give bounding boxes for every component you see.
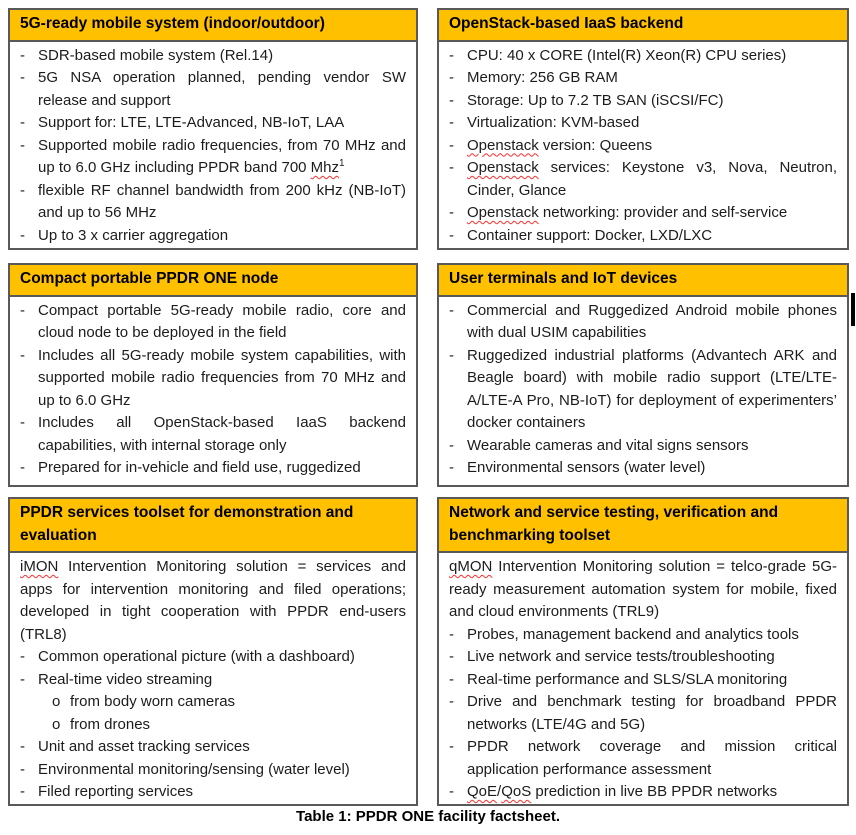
text-segment: /: [497, 783, 502, 800]
dash-bullet-marker: -: [449, 648, 454, 665]
bullet-item: [439, 345, 847, 435]
text-segment: Commercial and Ruggedized Android mobile phones with dual USIM capabilities: [467, 301, 837, 341]
factsheet-box-ppdr-services-toolset: [8, 497, 418, 806]
text-segment: Unit and asset tracking services: [38, 738, 250, 755]
bullet-item: [10, 45, 416, 68]
dash-bullet-marker: -: [20, 459, 25, 476]
bullet-item: [439, 135, 847, 158]
dash-bullet-marker: -: [449, 91, 454, 109]
spellcheck-flagged-text: QoE: [467, 783, 498, 800]
factsheet-box-compact-node: [8, 263, 418, 487]
text-segment: Prepared for in-vehicle and field use, ruggedized: [38, 459, 361, 476]
dash-bullet-marker: -: [20, 181, 25, 199]
text-segment: Probes, management backend and analytics tools: [467, 625, 799, 643]
bullet-item: [439, 781, 847, 804]
dash-bullet-marker: -: [20, 414, 25, 431]
spellcheck-flagged-text: Openstack: [467, 136, 539, 154]
footnote-marker: 1: [339, 158, 345, 169]
dash-bullet-marker: -: [20, 670, 25, 688]
table-caption: Table 1: PPDR ONE facility factsheet.: [296, 808, 560, 825]
box-content-compact-node: [10, 297, 416, 480]
dash-bullet-marker: -: [449, 159, 454, 176]
text-segment: Storage: Up to 7.2 TB SAN (iSCSI/FC): [467, 91, 724, 109]
bullet-item: [439, 45, 847, 68]
dash-bullet-marker: -: [449, 114, 454, 131]
text-segment: from drones: [70, 715, 151, 733]
text-segment: Environmental monitoring/sensing (water level): [38, 760, 350, 778]
sub-bullet-item: [10, 691, 416, 714]
dash-bullet-marker: -: [20, 69, 25, 86]
text-segment: Filed reporting services: [38, 783, 194, 800]
text-segment: CPU: 40 x CORE (Intel(R) Xeon(R) CPU series): [467, 46, 787, 64]
dash-bullet-marker: -: [449, 783, 454, 800]
text-segment: Wearable cameras and vital signs sensors: [467, 436, 749, 454]
text-segment: Drive and benchmark testing for broadband PPDR networks (LTE/4G and 5G): [467, 693, 837, 733]
bullet-item: [10, 67, 416, 112]
factsheet-box-5g-mobile-system: [8, 8, 418, 250]
text-segment: Real-time video streaming: [38, 670, 213, 688]
bullet-item: [439, 691, 847, 736]
dash-bullet-marker: -: [449, 46, 454, 64]
dash-bullet-marker: -: [20, 226, 25, 244]
box-content-user-terminals: [439, 297, 847, 480]
text-segment: Intervention Monitoring solution = services and apps for intervention monitoring and filed operations; developed in tight cooperation with PPDR end-users (TRL8): [20, 558, 406, 643]
box-header-openstack-iaas: OpenStack-based IaaS backend: [439, 10, 847, 42]
bullet-item: [10, 180, 416, 225]
bullet-item: [10, 759, 416, 782]
paragraph: [439, 556, 847, 624]
spellcheck-flagged-text: QoS: [501, 783, 532, 800]
dash-bullet-marker: -: [449, 436, 454, 454]
box-header-testing-toolset: Network and service testing, verification and benchmarking toolset: [439, 499, 847, 553]
text-segment: from body worn cameras: [70, 693, 236, 710]
dash-bullet-marker: -: [20, 114, 25, 131]
text-segment: Container support: Docker, LXD/LXC: [467, 226, 713, 244]
text-segment: Common operational picture (with a dashboard): [38, 648, 355, 665]
bullet-item: [439, 225, 847, 248]
dash-bullet-marker: -: [20, 301, 25, 319]
paragraph: [10, 556, 416, 646]
text-segment: prediction in live BB PPDR networks: [531, 783, 778, 800]
box-header-user-terminals: User terminals and IoT devices: [439, 265, 847, 297]
text-segment: Support for: LTE, LTE-Advanced, NB-IoT, LAA: [38, 114, 345, 131]
factsheet-box-testing-toolset: [437, 497, 849, 806]
dash-bullet-marker: -: [449, 670, 454, 688]
text-segment: Includes all OpenStack-based IaaS backend capabilities, with internal storage only: [38, 414, 406, 454]
box-header-ppdr-services-toolset: PPDR services toolset for demonstration and evaluation: [10, 499, 416, 553]
dash-bullet-marker: -: [449, 136, 454, 154]
box-header-compact-node: Compact portable PPDR ONE node: [10, 265, 416, 297]
bullet-item: [439, 157, 847, 202]
text-segment: Real-time performance and SLS/SLA monitoring: [467, 670, 788, 688]
bullet-item: [10, 135, 416, 180]
dash-bullet-marker: -: [20, 346, 25, 364]
box-content-ppdr-services-toolset: [10, 553, 416, 804]
sub-bullet-item: [10, 714, 416, 737]
bullet-item: [10, 669, 416, 692]
text-segment: PPDR network coverage and mission critical application performance assessment: [467, 738, 837, 778]
bullet-item: [439, 90, 847, 113]
bullet-item: [10, 345, 416, 413]
bullet-item: [10, 781, 416, 804]
text-segment: 5G NSA operation planned, pending vendor SW release and support: [38, 69, 406, 109]
spellcheck-flagged-text: iMON: [20, 558, 59, 575]
text-segment: Ruggedized industrial platforms (Advantech ARK and Beagle board) with mobile radio support (LTE/LTE-A/LTE-A Pro, NB-IoT) for deployment of experimenters’ docker containers: [467, 346, 837, 431]
dash-bullet-marker: -: [449, 204, 454, 221]
text-segment: Virtualization: KVM-based: [467, 114, 640, 131]
bullet-item: [439, 736, 847, 781]
text-cursor-bar: [851, 293, 855, 326]
dash-bullet-marker: -: [449, 738, 454, 755]
text-segment: networking: provider and self-service: [538, 204, 788, 221]
text-segment: version: Queens: [538, 136, 653, 154]
text-segment: Up to 3 x carrier aggregation: [38, 226, 229, 244]
bullet-item: [10, 736, 416, 759]
factsheet-box-openstack-iaas: [437, 8, 849, 250]
bullet-item: [439, 202, 847, 225]
bullet-item: [10, 112, 416, 135]
spellcheck-flagged-text: Openstack: [467, 159, 539, 176]
dash-bullet-marker: -: [20, 46, 25, 64]
dash-bullet-marker: -: [449, 459, 454, 476]
bullet-item: [439, 67, 847, 90]
bullet-item: [10, 225, 416, 248]
box-header-5g-mobile-system: 5G-ready mobile system (indoor/outdoor): [10, 10, 416, 42]
circle-bullet-marker: o: [52, 693, 61, 710]
spellcheck-flagged-text: Mhz: [310, 159, 340, 176]
text-segment: Intervention Monitoring solution = telco-grade 5G-ready measurement automation system for mobile, fixed and cloud environments (TRL9): [449, 558, 837, 620]
text-segment: services: Keystone v3, Nova, Neutron, Cinder, Glance: [467, 159, 837, 199]
bullet-item: [439, 300, 847, 345]
bullet-item: [439, 624, 847, 647]
text-segment: Environmental sensors (water level): [467, 459, 706, 476]
text-segment: SDR-based mobile system (Rel.14): [38, 46, 274, 64]
bullet-item: [439, 669, 847, 692]
dash-bullet-marker: -: [20, 760, 25, 778]
text-segment: Compact portable 5G-ready mobile radio, core and cloud node to be deployed in the field: [38, 301, 406, 341]
text-segment: Supported mobile radio frequencies, from 70 MHz and up to 6.0 GHz including PPDR band 700: [38, 136, 406, 176]
box-content-testing-toolset: [439, 553, 847, 804]
text-segment: Live network and service tests/troubleshooting: [467, 648, 775, 665]
dash-bullet-marker: -: [20, 648, 25, 665]
circle-bullet-marker: o: [52, 715, 61, 733]
bullet-item: [10, 457, 416, 480]
dash-bullet-marker: -: [449, 693, 454, 710]
spellcheck-flagged-text: qMON: [449, 558, 493, 575]
factsheet-box-user-terminals: [437, 263, 849, 487]
bullet-item: [10, 412, 416, 457]
dash-bullet-marker: -: [449, 625, 454, 643]
box-content-openstack-iaas: [439, 42, 847, 248]
spellcheck-flagged-text: Openstack: [467, 204, 539, 221]
text-segment: Memory: 256 GB RAM: [467, 69, 618, 86]
dash-bullet-marker: -: [20, 136, 25, 154]
dash-bullet-marker: -: [20, 783, 25, 800]
text-segment: Includes all 5G-ready mobile system capabilities, with supported mobile radio frequencies from 70 MHz and up to 6.0 GHz: [38, 346, 406, 409]
dash-bullet-marker: -: [449, 69, 454, 86]
bullet-item: [439, 457, 847, 480]
text-segment: flexible RF channel bandwidth from 200 kHz (NB-IoT) and up to 56 MHz: [38, 181, 406, 221]
bullet-item: [439, 646, 847, 669]
bullet-item: [10, 646, 416, 669]
bullet-item: [439, 435, 847, 458]
bullet-item: [10, 300, 416, 345]
bullet-item: [439, 112, 847, 135]
dash-bullet-marker: -: [449, 346, 454, 364]
dash-bullet-marker: -: [449, 226, 454, 244]
dash-bullet-marker: -: [20, 738, 25, 755]
dash-bullet-marker: -: [449, 301, 454, 319]
box-content-5g-mobile-system: [10, 42, 416, 248]
